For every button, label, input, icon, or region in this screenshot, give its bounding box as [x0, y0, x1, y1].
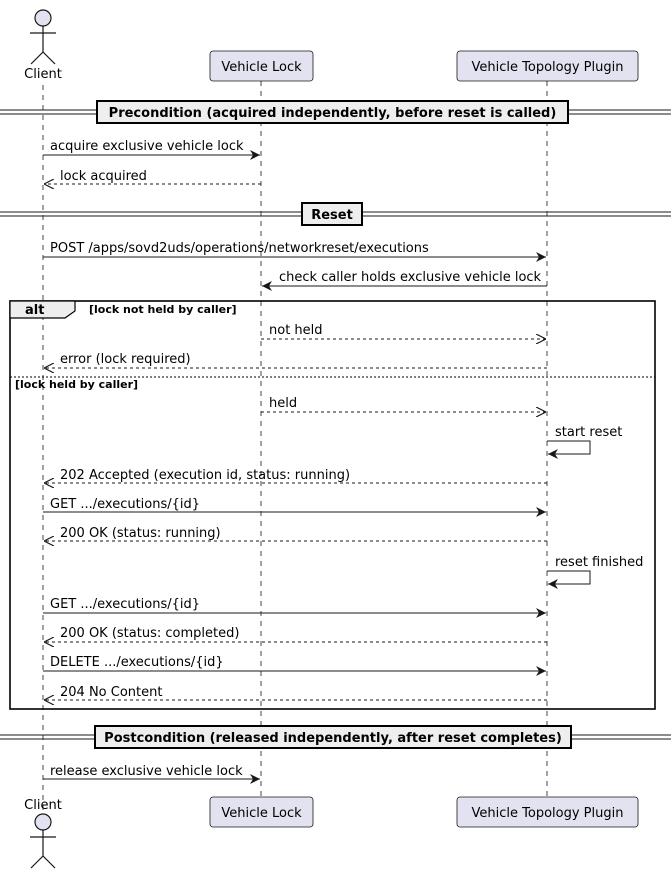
plugin-participant-top	[457, 51, 638, 81]
message-label: 202 Accepted (execution id, status: running)	[60, 468, 351, 483]
message-label: 204 No Content	[60, 685, 163, 700]
vehicle-lock-participant-top	[210, 51, 313, 81]
message-label: GET .../executions/{id}	[50, 597, 201, 612]
alt-guard-2: [lock held by caller]	[15, 378, 139, 391]
message-label: DELETE .../executions/{id}	[50, 655, 224, 670]
message-label: not held	[269, 323, 323, 338]
message-label: reset finished	[555, 555, 644, 570]
message-label: held	[269, 396, 298, 411]
divider-postcondition	[0, 726, 671, 748]
actor-head-icon	[35, 814, 51, 830]
client-label-bottom: Client	[24, 798, 62, 813]
plugin-label-top: Vehicle Topology Plugin	[471, 60, 624, 75]
message-label: error (lock required)	[60, 352, 191, 367]
divider-postcondition-label: Postcondition (released independently, after reset completes)	[104, 731, 562, 746]
vehicle-lock-label-bottom: Vehicle Lock	[221, 806, 302, 821]
self-message-arrow	[547, 571, 590, 584]
message-label: start reset	[555, 425, 623, 440]
vehicle-lock-participant-bottom	[210, 797, 313, 827]
divider-reset-label: Reset	[311, 208, 353, 223]
message-label: acquire exclusive vehicle lock	[50, 139, 244, 154]
client-actor-top	[24, 10, 62, 82]
message-label: check caller holds exclusive vehicle lock	[279, 270, 542, 285]
actor-head-icon	[35, 10, 51, 26]
message-label: release exclusive vehicle lock	[50, 764, 243, 779]
message-label: POST /apps/sovd2uds/operations/networkreset/executions	[50, 241, 429, 256]
divider-reset	[0, 203, 671, 225]
plugin-participant-bottom	[457, 797, 638, 827]
client-label-top: Client	[24, 67, 62, 82]
message-label: 200 OK (status: completed)	[60, 626, 240, 641]
vehicle-lock-label-top: Vehicle Lock	[221, 60, 302, 75]
client-actor-bottom	[24, 798, 62, 868]
divider-precondition	[0, 101, 671, 123]
divider-precondition-label: Precondition (acquired independently, before reset is called)	[108, 106, 557, 121]
alt-guard-1: [lock not held by caller]	[89, 303, 237, 316]
message-label: lock acquired	[60, 169, 147, 184]
message-label: 200 OK (status: running)	[60, 526, 221, 541]
plugin-label-bottom: Vehicle Topology Plugin	[471, 806, 624, 821]
message-label: GET .../executions/{id}	[50, 497, 201, 512]
alt-keyword: alt	[25, 303, 45, 318]
self-message-arrow	[547, 441, 590, 454]
